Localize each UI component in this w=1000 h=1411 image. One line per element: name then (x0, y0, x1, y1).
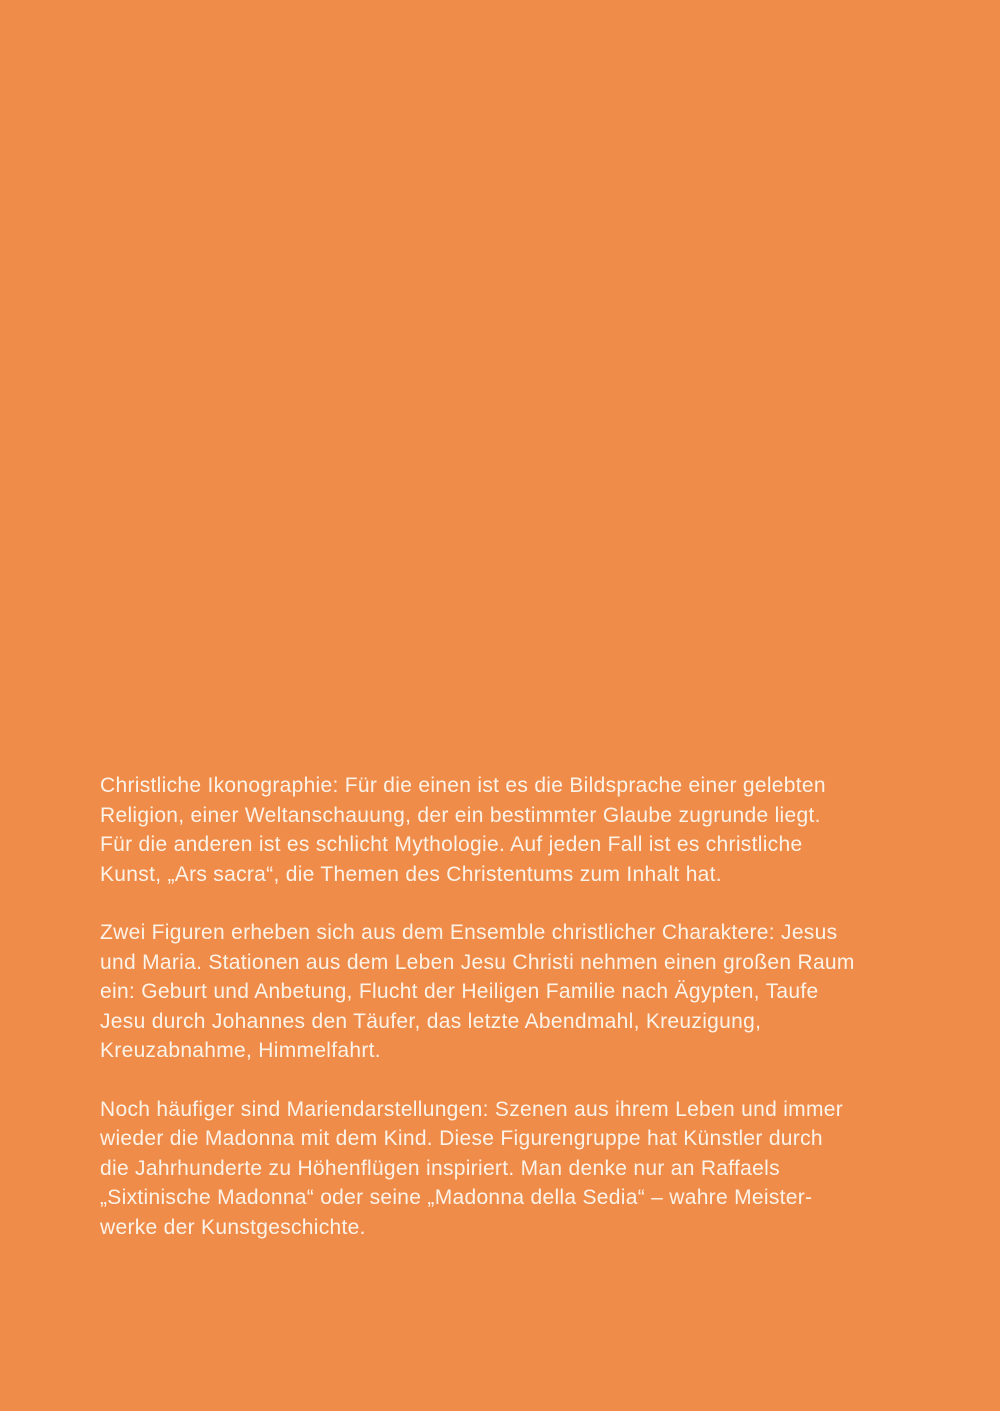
text-line: Christliche Ikonographie: Für die einen ist es die Bildsprache einer gelebten (100, 774, 826, 797)
text-line: werke der Kunstgeschichte. (100, 1215, 366, 1239)
body-text (100, 771, 910, 1271)
text-line: ein: Geburt und Anbetung, Flucht der Heiligen Familie nach Ägypten, Taufe (100, 980, 819, 1003)
text-line: Kunst, „Ars sacra“, die Themen des Christentums zum Inhalt hat. (100, 862, 722, 886)
text-line: Noch häufiger sind Mariendarstellungen: Szenen aus ihrem Leben und immer (100, 1097, 844, 1121)
text-line: Für die anderen ist es schlicht Mythologie. Auf jeden Fall ist es christliche (100, 833, 803, 856)
text-line: und Maria. Stationen aus dem Leben Jesu Christi nehmen einen großen Raum (100, 950, 855, 974)
paragraph-mariendarstellungen (100, 1095, 910, 1243)
text-line: Kreuzabnahme, Himmelfahrt. (100, 1039, 381, 1062)
paragraph-christliche-ikonographie (100, 771, 910, 889)
text-line: Zwei Figuren erheben sich aus dem Ensemble christlicher Charaktere: Jesus (100, 921, 838, 944)
text-line: Jesu durch Johannes den Täufer, das letzte Abendmahl, Kreuzigung, (100, 1009, 762, 1033)
text-line: die Jahrhunderte zu Höhenflügen inspiriert. Man denke nur an Raffaels (100, 1156, 780, 1180)
text-line: „Sixtinische Madonna“ oder seine „Madonna della Sedia“ – wahre Meister- (100, 1186, 813, 1209)
text-line: wieder die Madonna mit dem Kind. Diese Figurengruppe hat Künstler durch (100, 1127, 823, 1150)
paragraph-zwei-figuren (100, 918, 910, 1066)
text-line: Religion, einer Weltanschauung, der ein bestimmter Glaube zugrunde liegt. (100, 803, 821, 827)
